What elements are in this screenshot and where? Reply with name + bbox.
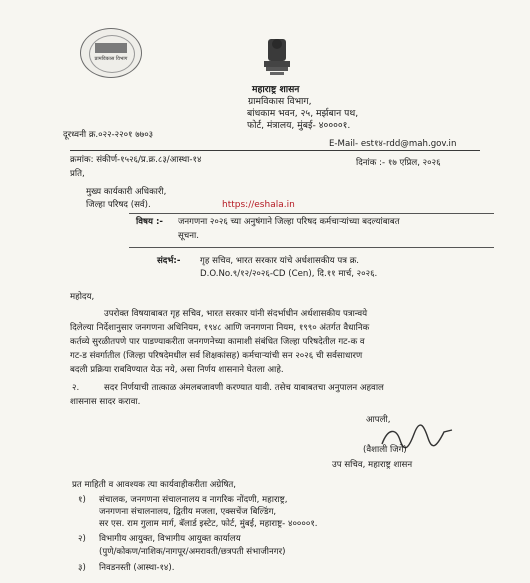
copy-item-3-number: ३): [78, 563, 86, 573]
para2-number: २.: [72, 383, 80, 393]
reference-label: संदर्भ:-: [157, 256, 181, 266]
closing-text: आपली,: [366, 415, 391, 425]
para2-line-2: शासनास सादर करावा.: [70, 397, 141, 407]
address-line-2: फोर्ट, मंत्रालय, मुंबई- ४००००१.: [247, 120, 351, 131]
copy-heading: प्रत माहिती व आवश्यक त्या कार्यवाहीकरीता अग्रेषित,: [72, 480, 237, 490]
letter-date: दिनांक :- १७ एप्रिल, २०२६: [356, 158, 441, 168]
para2-line-1: सदर निर्णयाची तात्काळ अंमलबजावणी करण्यात यावी. तसेच याबाबतचा अनुपालन अहवाल: [104, 383, 384, 393]
para1-line-1: उपरोक्त विषयाबाबत गृह सचिव, भारत सरकार यांनी संदर्भाधीन अर्धशासकीय पत्रान्वये: [104, 309, 368, 319]
seal-text: प्रामविकास विभाग: [94, 56, 128, 62]
para1-line-5: बदली प्रक्रिया राबविण्यात येऊ नये, असा निर्णय शासनाने घेतला आहे.: [70, 365, 284, 375]
signatory-designation: उप सचिव, महाराष्ट्र शासन: [332, 460, 413, 470]
copy-item-1-number: १): [78, 495, 86, 505]
phone-number: दूरध्वनी क्र.०२२-२२०१ ७७०३: [63, 130, 154, 140]
subject-label: विषय :-: [136, 217, 163, 227]
copy-item-1-line-1: संचालक, जनगणना संचालनालय व नागरिक नोंदणी, महाराष्ट्र,: [99, 495, 288, 505]
salutation: महोदय,: [70, 292, 95, 302]
email-address[interactable]: E-Mail- est१४-rdd@mah.gov.in: [329, 139, 457, 149]
copy-item-2-line-2: (पुणे/कोकण/नाशिक/नागपूर/अमरावती/छत्रपती संभाजीनगर): [99, 547, 286, 557]
subject-line-1: जनगणना २०२६ च्या अनुषंगाने जिल्हा परिषद कर्मचाऱ्यांच्या बदल्यांबाबत: [178, 217, 400, 227]
para1-line-2: दिलेल्या निर्देशानुसार जनगणना अधिनियम, १९४८ आणि जनगणना नियम, १९९० अंतर्गत वैधानिक: [70, 323, 370, 333]
state-emblem-icon: [258, 35, 296, 80]
government-name: महाराष्ट्र शासन: [252, 84, 300, 95]
copy-item-2-line-1: विभागीय आयुक्त, विभागीय आयुक्त कार्यालय: [99, 534, 241, 544]
para1-line-4: गट-ड संवर्गातील (जिल्हा परिषदेमधील सर्व शिक्षकांसह) कर्मचाऱ्यांची सन २०२६ ची सर्वसाधारण: [70, 351, 363, 361]
reference-number: क्रमांक: संकीर्ण-१५२६/प्र.क्र.८३/आस्था-१४: [70, 155, 202, 165]
department-seal-logo: [80, 28, 142, 78]
watermark-link[interactable]: https://eshala.in: [222, 200, 295, 210]
copy-item-2-number: २): [78, 534, 86, 544]
recipient-prati: प्रति,: [70, 169, 85, 179]
header-divider: [70, 150, 480, 151]
reference-line-2: D.O.No.९/१२/२०२६-CD (Cen), दि.११ मार्च, २०२६.: [200, 269, 378, 279]
department-name: ग्रामविकास विभाग,: [248, 96, 312, 107]
copy-item-1-line-2: जनगणना संचालनालय, द्वितीय मजला, एक्सचेंज बिल्डिंग,: [99, 507, 277, 517]
address-line-1: बांधकाम भवन, २५, मर्झबान पथ,: [247, 108, 359, 119]
reference-line-1: गृह सचिव, भारत सरकार यांचे अर्धशासकीय पत्र क्र.: [200, 256, 360, 266]
para1-line-3: कर्तव्ये सुरळीतपणे पार पाडण्याकरीता जनगणनेच्या कामाशी संबंधित जिल्हा परिषदेतील गट-क व: [70, 337, 365, 347]
recipient-line-2: जिल्हा परिषद (सर्व).: [86, 200, 151, 210]
copy-item-3-line-1: निवडनस्ती (आस्था-१४).: [99, 563, 175, 573]
recipient-line-1: मुख्य कार्यकारी अधिकारी,: [86, 187, 167, 197]
signatory-name: (वैशाली जिगे): [363, 445, 407, 455]
subject-line-2: सूचना.: [178, 231, 199, 241]
copy-item-1-line-3: सर एस. राम गुलाम मार्ग, बॅलार्ड इस्टेट, फोर्ट, मुंबई, महाराष्ट्र- ४००००१.: [99, 519, 318, 529]
